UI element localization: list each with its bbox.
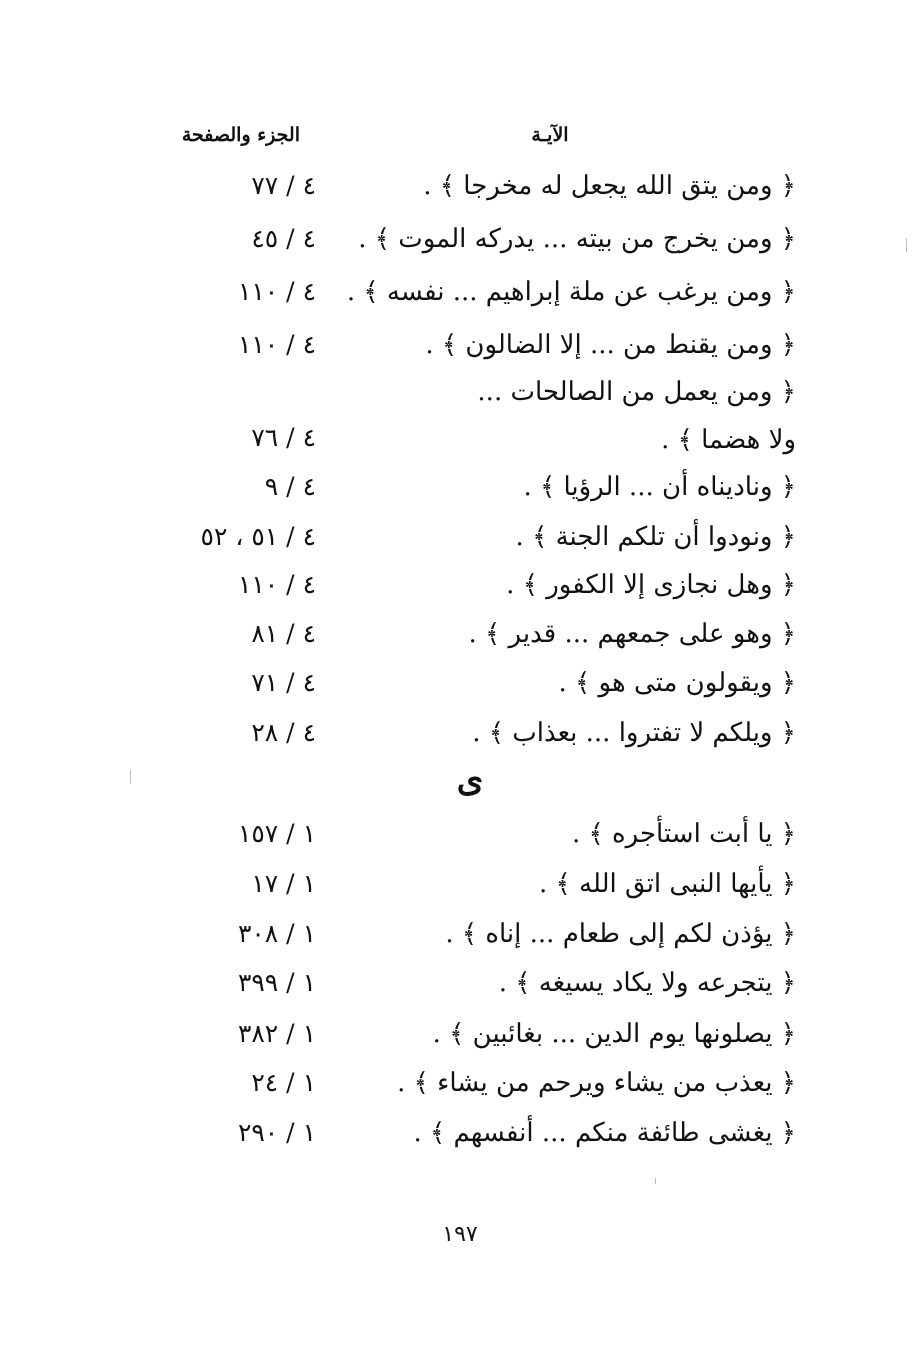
- volume-page-ref: ٤ / ١١٠: [237, 277, 316, 306]
- volume-page-ref: ٤ / ٤٥: [251, 224, 316, 253]
- volume-page-ref: ٤ / ٢٨: [251, 718, 316, 747]
- verse-text: ﴿ يتجرعه ولا يكاد يسيغه ﴾ .: [498, 968, 796, 998]
- scan-mark: [655, 1178, 656, 1184]
- section-letter: ى: [456, 760, 484, 800]
- verse-text: ﴿ يغشى طائفة منكم ... أنفسهم ﴾ .: [413, 1118, 796, 1148]
- verse-text: ﴿ ومن يعمل من الصالحات ... ولا هضما ﴾ .: [477, 377, 796, 455]
- volume-page-ref: ١ / ١٥٧: [237, 819, 316, 848]
- verse-text: ﴿ ونودوا أن تلكم الجنة ﴾ .: [515, 522, 796, 552]
- volume-page-ref: ٤ / ١١٠: [237, 570, 316, 599]
- volume-page-ref: ٤ / ٨١: [251, 619, 316, 648]
- volume-page-ref: ٤ / ٥١ ، ٥٢: [200, 522, 316, 551]
- volume-page-ref: ١ / ٣٨٢: [237, 1019, 316, 1048]
- volume-page-ref: ٤ / ٩: [264, 472, 316, 501]
- verse-text: ﴿ يؤذن لكم إلى طعام ... إناه ﴾ .: [445, 919, 796, 949]
- volume-page-ref: ٤ / ٧٦: [251, 423, 316, 452]
- verse-text: ﴿ وهو على جمعهم ... قدير ﴾ .: [468, 619, 796, 649]
- volume-page-ref: ٤ / ٧١: [251, 668, 316, 697]
- verse-text: ﴿ يأيها النبى اتق الله ﴾ .: [539, 869, 796, 899]
- verse-text: ﴿ وهل نجازى إلا الكفور ﴾ .: [506, 570, 796, 600]
- verse-text: ﴿ يا أبت استأجره ﴾ .: [571, 819, 796, 849]
- reference-column-header: الجزء والصفحة: [181, 124, 300, 146]
- verse-text: ﴿ ومن يتق الله يجعل له مخرجا ﴾ .: [423, 171, 796, 201]
- volume-page-ref: ٤ / ٧٧: [251, 171, 316, 200]
- volume-page-ref: ١ / ٢٩٠: [237, 1118, 316, 1147]
- page-number: ١٩٧: [442, 1222, 478, 1247]
- volume-page-ref: ١ / ٣٠٨: [237, 919, 316, 948]
- verse-text: ﴿ يعذب من يشاء ويرحم من يشاء ﴾ .: [397, 1068, 796, 1098]
- volume-page-ref: ١ / ٣٩٩: [237, 968, 316, 997]
- scan-mark: [130, 770, 131, 784]
- volume-page-ref: ١ / ١٧: [251, 869, 316, 898]
- verse-text: ﴿ ومن يرغب عن ملة إبراهيم ... نفسه ﴾ .: [346, 277, 796, 307]
- verse-text: ﴿ ويقولون متى هو ﴾ .: [558, 668, 796, 698]
- verse-text: ﴿ ومن يخرج من بيته ... يدركه الموت ﴾ .: [358, 224, 796, 254]
- verse-text: ﴿ ومن يقنط من ... إلا الضالون ﴾ .: [425, 330, 796, 360]
- scan-mark: [906, 238, 907, 252]
- volume-page-ref: ١ / ٢٤: [251, 1068, 316, 1097]
- verse-text: ﴿ يصلونها يوم الدين ... بغائبين ﴾ .: [432, 1019, 796, 1049]
- verse-column-header: الآيـة: [531, 124, 569, 146]
- verse-text: ﴿ وناديناه أن ... الرؤيا ﴾ .: [523, 472, 796, 502]
- volume-page-ref: ٤ / ١١٠: [237, 330, 316, 359]
- verse-text: ﴿ ويلكم لا تفتروا ... بعذاب ﴾ .: [472, 718, 796, 748]
